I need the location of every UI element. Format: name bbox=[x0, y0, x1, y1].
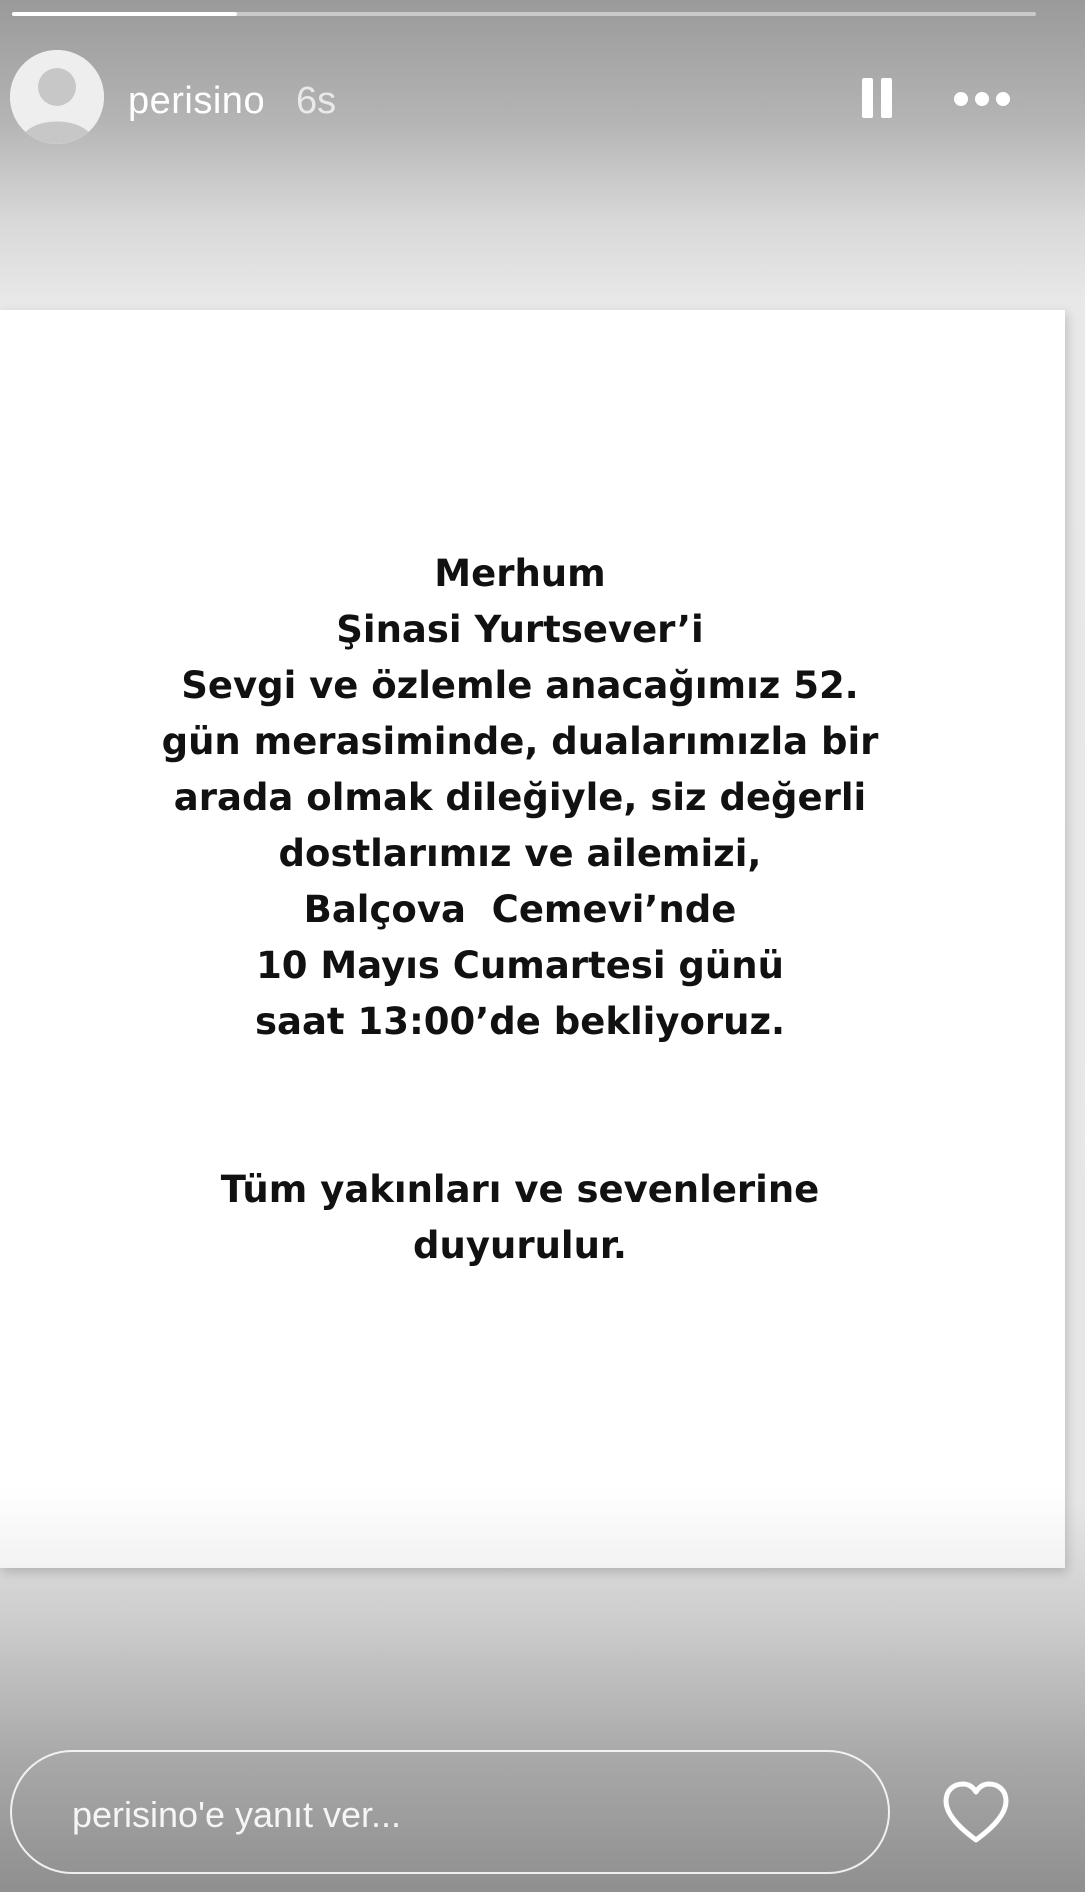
announcement-line: 10 Mayıs Cumartesi günü bbox=[256, 944, 784, 987]
story-progress-fill bbox=[12, 12, 237, 16]
more-dot bbox=[975, 92, 989, 106]
announcement-line: gün merasiminde, dualarımızla bir bbox=[161, 720, 879, 763]
pause-icon[interactable] bbox=[850, 72, 904, 126]
announcement-line: Balçova Cemevi’nde bbox=[303, 888, 737, 931]
story-progress-bar bbox=[12, 12, 1036, 16]
announcement-line: Sevgi ve özlemle anacağımız 52. bbox=[181, 664, 859, 707]
announcement-line: Tüm yakınları ve sevenlerine bbox=[220, 1168, 820, 1211]
announcement-line: saat 13:00’de bekliyoruz. bbox=[254, 1000, 786, 1043]
announcement-line: duyurulur. bbox=[413, 1224, 627, 1267]
story-timestamp: 6s bbox=[296, 80, 337, 122]
more-options-icon[interactable] bbox=[946, 72, 1018, 126]
story-header bbox=[10, 50, 1060, 146]
default-avatar-icon[interactable] bbox=[10, 50, 104, 144]
announcement-line: arada olmak dileğiyle, siz değerli bbox=[173, 776, 867, 819]
story-post-card bbox=[0, 310, 1065, 1568]
announcement-line: Şinasi Yurtsever’i bbox=[336, 608, 704, 651]
announcement-text bbox=[0, 546, 1040, 1274]
heart-icon[interactable] bbox=[940, 1780, 1012, 1846]
reply-input[interactable] bbox=[10, 1750, 890, 1874]
more-dot bbox=[996, 92, 1010, 106]
card-bottom-fade bbox=[0, 1488, 1065, 1568]
more-dot bbox=[954, 92, 968, 106]
pause-bar-right bbox=[881, 78, 892, 118]
pause-bar-left bbox=[862, 78, 873, 118]
announcement-line: dostlarımız ve ailemizi, bbox=[278, 832, 762, 875]
announcement-line: Merhum bbox=[434, 552, 606, 595]
story-username[interactable]: perisino bbox=[128, 80, 266, 122]
paragraph-gap bbox=[0, 1050, 1040, 1162]
reply-placeholder: perisino'e yanıt ver... bbox=[72, 1794, 402, 1835]
